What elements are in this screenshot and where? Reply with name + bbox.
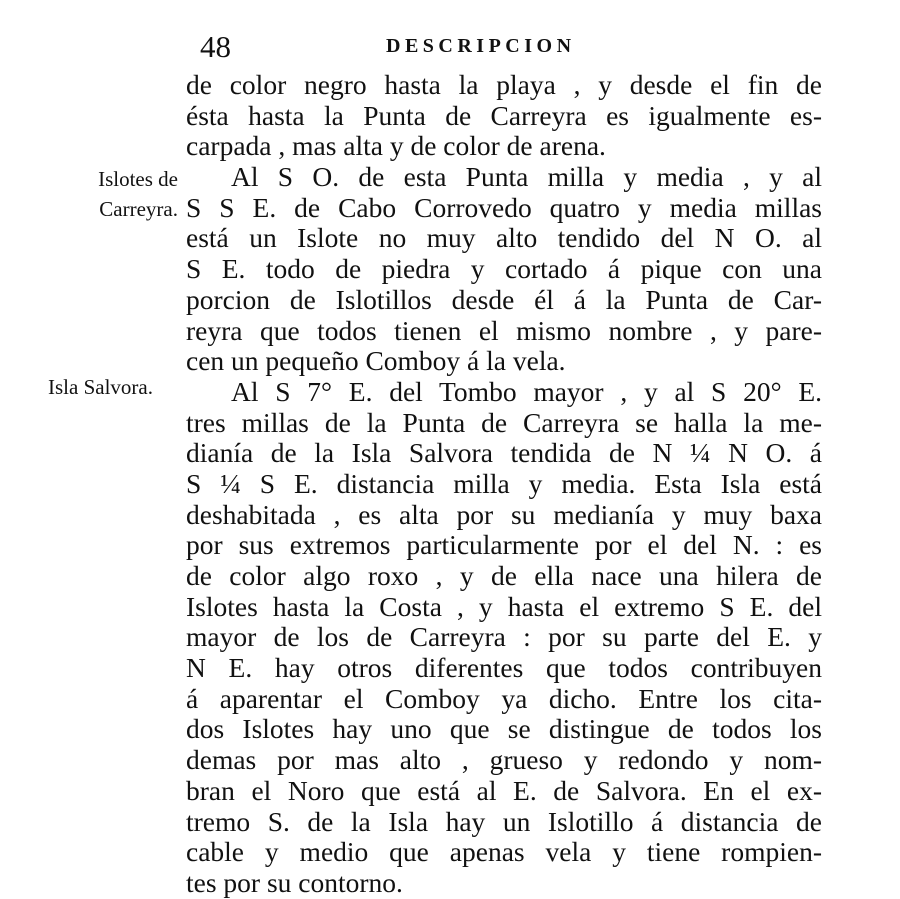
page-number: 48: [200, 29, 231, 64]
running-title: DESCRIPCION: [386, 35, 576, 57]
text-line: S E. todo de piedra y cortado á pique con una: [186, 253, 822, 285]
margin-note-line: Islotes de: [98, 167, 178, 191]
text-line: tremo S. de la Isla hay un Islotillo á distancia de: [186, 805, 822, 837]
text-line: dos Islotes hay uno que se distingue de todos los: [186, 713, 822, 745]
margin-note-line: Carreyra.: [99, 197, 178, 221]
text-line: deshabitada , es alta por su medianía y muy baxa: [186, 498, 822, 530]
text-line: Al S 7° E. del Tombo mayor , y al S 20° E.: [231, 375, 822, 407]
text-line: á aparentar el Comboy ya dicho. Entre los cita-: [186, 682, 822, 714]
text-line: S ¼ S E. distancia milla y media. Esta Isla está: [186, 467, 822, 499]
text-line: S S E. de Cabo Corrovedo quatro y media millas: [186, 191, 822, 223]
text-line: cable y medio que apenas vela y tiene rompien-: [186, 836, 822, 868]
text-line: de color negro hasta la playa , y desde el fin de: [186, 69, 822, 100]
text-line: N E. hay otros diferentes que todos contribuyen: [186, 652, 822, 684]
text-line: está un Islote no muy alto tendido del N O. al: [186, 222, 822, 254]
text-line: mayor de los de Carreyra : por su parte del E. y: [186, 621, 822, 653]
text-line: de color algo roxo , y de ella nace una hilera de: [186, 560, 822, 591]
text-line: tres millas de la Punta de Carreyra se halla la me-: [186, 406, 822, 438]
margin-note-islotes-de-carreyra: [44, 164, 178, 224]
text-line: dianía de la Isla Salvora tendida de N ¼ N O. á: [186, 437, 822, 469]
text-line: Al S O. de esta Punta milla y media , y al: [231, 161, 822, 193]
text-line: porcion de Islotillos desde él á la Punta de Car-: [186, 283, 822, 315]
text-line: bran el Noro que está al E. de Salvora. En el ex-: [186, 774, 822, 806]
margin-note-isla-salvora: [48, 372, 178, 402]
text-line: por sus extremos particularmente por el del N. : es: [186, 529, 822, 561]
text-line: cen un pequeño Comboy á la vela.: [186, 345, 566, 377]
margin-note-line: Isla Salvora.: [48, 375, 153, 399]
text-line: ésta hasta la Punta de Carreyra es igualmente es-: [186, 99, 822, 131]
body-text: [186, 70, 822, 899]
text-line: demas por mas alto , grueso y redondo y nom-: [186, 744, 822, 776]
text-line: Islotes hasta la Costa , y hasta el extremo S E. del: [186, 590, 822, 622]
text-line: tes por su contorno.: [186, 866, 403, 898]
text-line: reyra que todos tienen el mismo nombre , y pare-: [186, 314, 822, 346]
text-line: carpada , mas alta y de color de arena.: [186, 130, 606, 162]
